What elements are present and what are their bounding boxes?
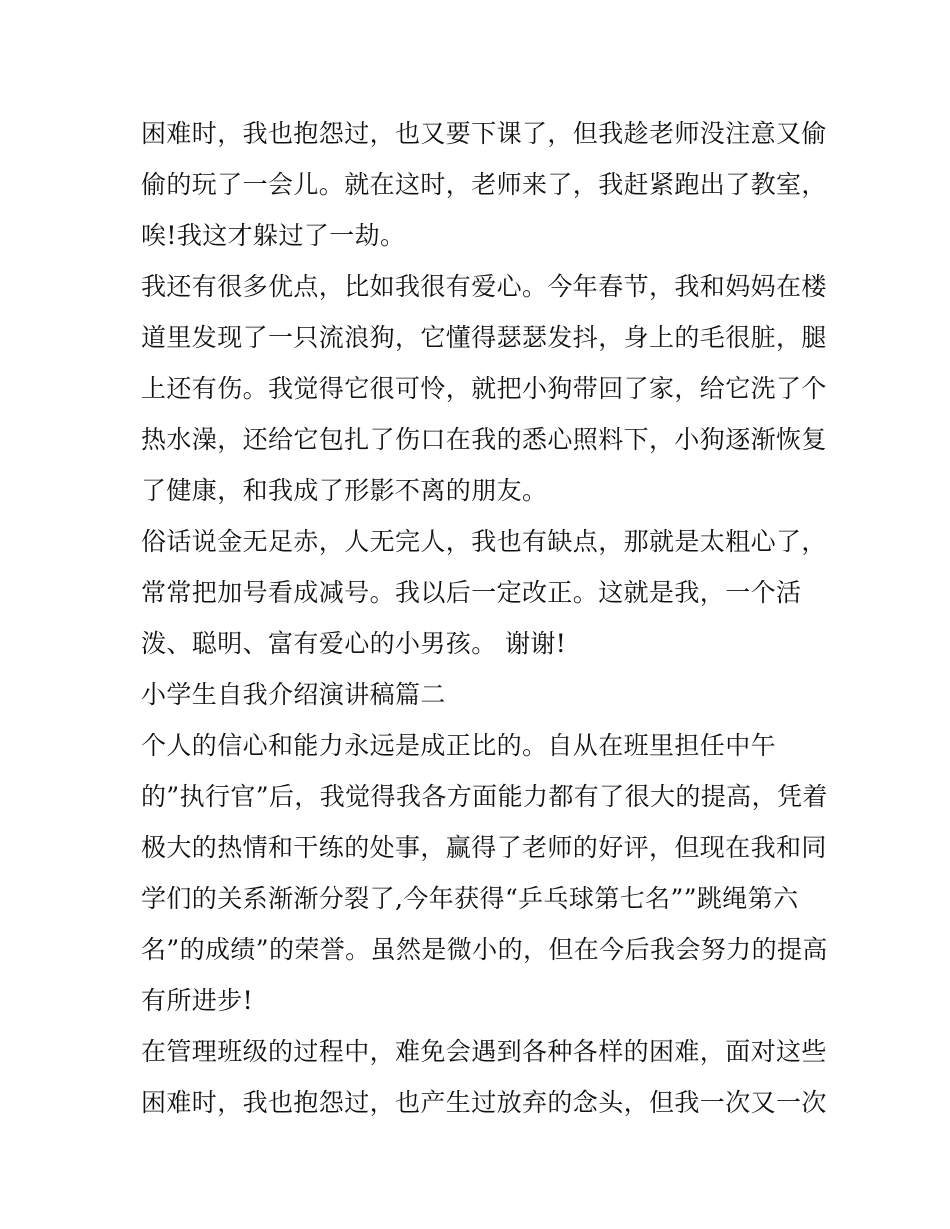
text-line: 在管理班级的过程中，难免会遇到各种各样的困难，面对这些 [141,1037,827,1066]
section-heading: 小学生自我介绍演讲稿篇二 [141,680,446,709]
text-line: 的”执行官”后，我觉得我各方面能力都有了很大的提高，凭着 [141,782,828,811]
text-line: 道里发现了一只流浪狗，它懂得瑟瑟发抖，身上的毛很脏，腿 [141,323,827,352]
text-line: 困难时，我也抱怨过，也产生过放弃的念头，但我一次又一次 [141,1088,827,1117]
text-line: 俗话说金无足赤，人无完人，我也有缺点，那就是太粗心了， [141,527,827,556]
text-line: 个人的信心和能力永远是成正比的。自从在班里担任中午 [141,731,777,760]
text-line: 泼、聪明、富有爱心的小男孩。 谢谢! [141,629,567,658]
text-line: 了健康，和我成了形影不离的朋友。 [141,476,548,505]
text-line: 常常把加号看成减号。我以后一定改正。这就是我，一个活 [141,578,802,607]
text-line: 偷的玩了一会儿。就在这时，老师来了，我赶紧跑出了教室， [141,170,827,199]
text-line: 极大的热情和干练的处事，赢得了老师的好评，但现在我和同 [141,833,827,862]
text-line: 困难时，我也抱怨过，也又要下课了，但我趁老师没注意又偷 [141,119,827,148]
text-line: 有所进步! [141,986,254,1015]
text-line: 唉!我这才躲过了一劫。 [141,221,406,250]
body-text [141,108,828,1128]
text-line: 上还有伤。我觉得它很可怜，就把小狗带回了家，给它洗了个 [141,374,827,403]
text-line: 名”的成绩”的荣誉。虽然是微小的，但在今后我会努力的提高 [141,935,828,964]
text-line: 热水澡，还给它包扎了伤口在我的悉心照料下，小狗逐渐恢复 [141,425,827,454]
text-line: 我还有很多优点，比如我很有爱心。今年春节，我和妈妈在楼 [141,272,827,301]
text-line: 学们的关系渐渐分裂了,今年获得“乒乓球第七名””跳绳第六 [141,884,799,913]
